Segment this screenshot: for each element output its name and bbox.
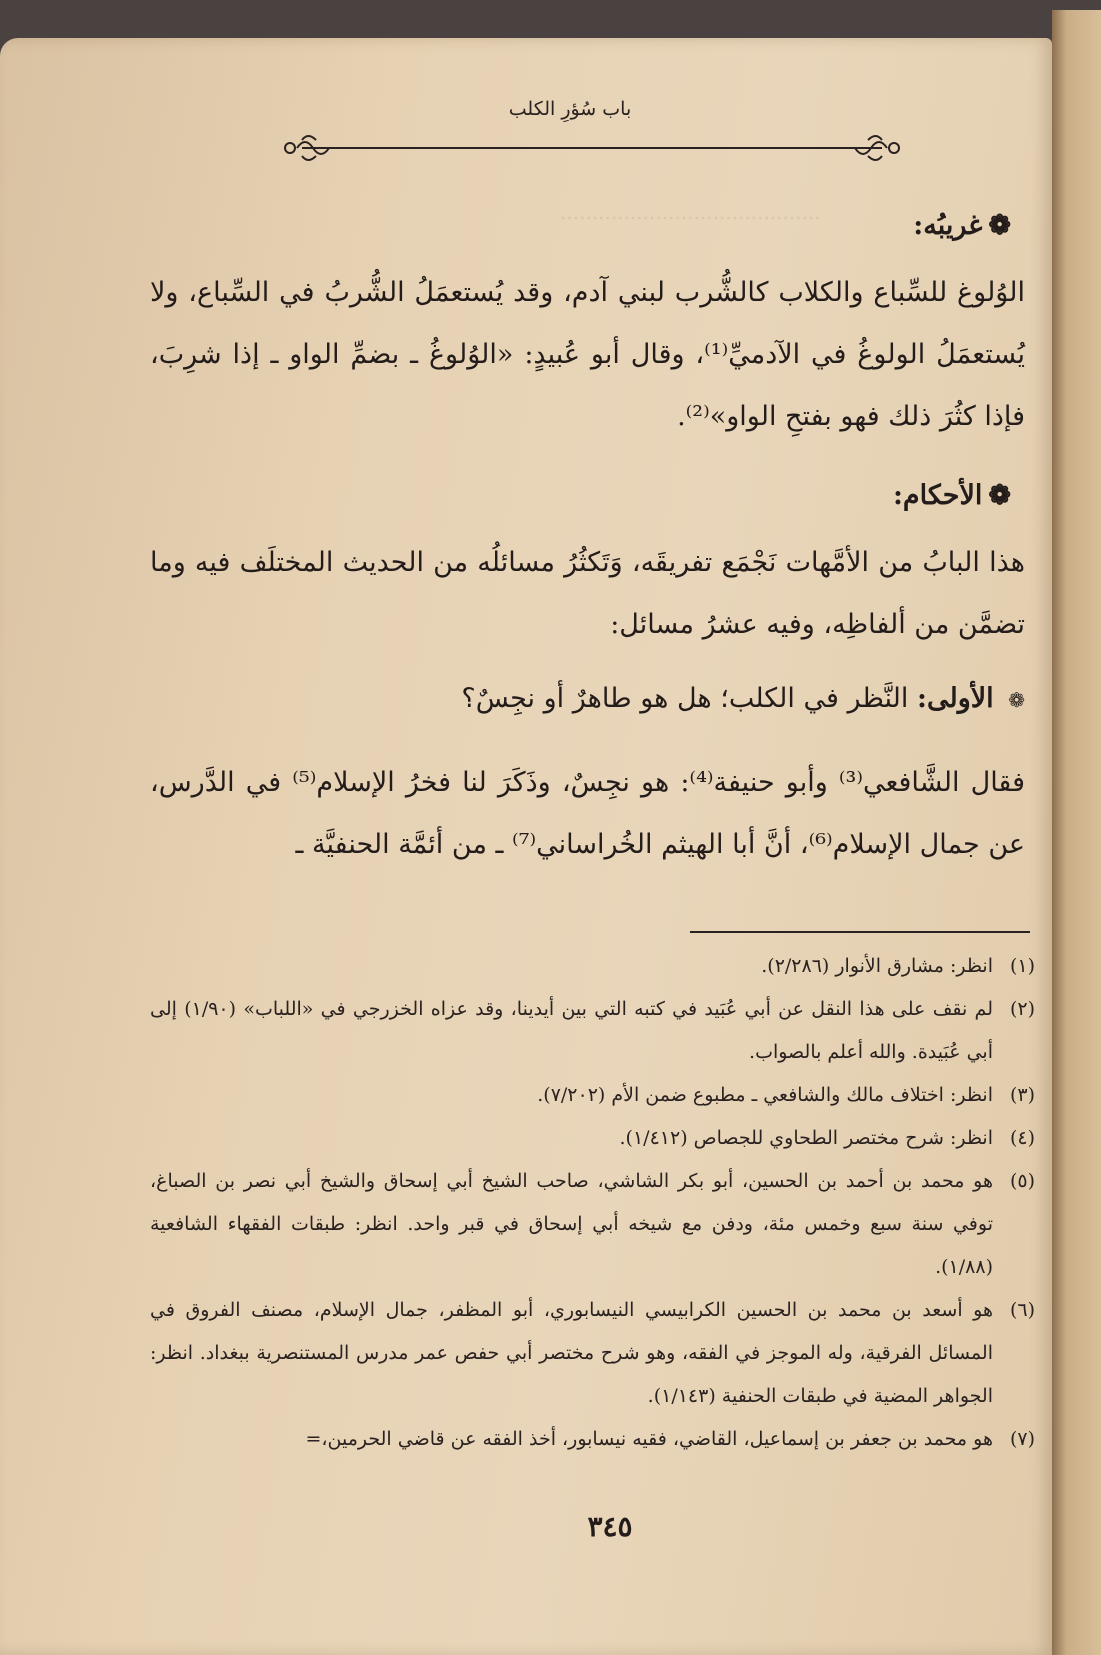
footnote-number: (٤) (1009, 1127, 1035, 1149)
footnotes-block (150, 945, 1035, 1461)
footnote-number: (٢) (1009, 998, 1035, 1020)
ahkam-heading: ❁الأحكام: (892, 480, 1011, 511)
footnote-number: (٣) (1009, 1084, 1035, 1106)
footnote-number: (٥) (1009, 1170, 1035, 1192)
footnote-separator (690, 931, 1030, 933)
ghareeb-heading: ❁غريبُه: (913, 210, 1011, 241)
footnote-text: هو محمد بن جعفر بن إسماعيل، القاضي، فقيه نيسابور، أخذ الفقه عن قاضي الحرمين،= (305, 1428, 993, 1450)
footnote-number: (١) (1009, 955, 1035, 977)
footnote-text: انظر: مشارق الأنوار (٢/٢٨٦). (761, 955, 993, 977)
footnote-number: (٧) (1009, 1428, 1035, 1450)
footnote-text: انظر: شرح مختصر الطحاوي للجصاص (١/٤١٢). (619, 1127, 993, 1149)
footnote-text: هو أسعد بن محمد بن الحسين الكرابيسي النيسابوري، أبو المظفر، جمال الإسلام، مصنف الفروق في المسائل الفرقية، وله الموجز في الفقه، وهو شرح مختصر أبي حفص عمر مدرس المستنصرية ببغداد. انظر: الجواهر المضية في طبقات الحنفية (١/١٤٣). (150, 1299, 993, 1407)
footnote (150, 1074, 1035, 1117)
page-number: ٣٤٥ (587, 1510, 633, 1543)
flower-icon: ❁ (1008, 688, 1025, 712)
first-issue-question: النَّظر في الكلب؛ هل هو طاهرٌ أو نجِسٌ؟ (461, 683, 909, 714)
footnote (150, 945, 1035, 988)
flower-icon: ❁ (988, 480, 1011, 511)
footnote-text: لم نقف على هذا النقل عن أبي عُبَيد في كتبه التي بين أيدينا، وقد عزاه الخزرجي في «اللباب» (١/٩٠) إلى أبي عُبَيدة. والله أعلم بالصواب. (150, 998, 993, 1063)
footnote (150, 1418, 1035, 1461)
footnote-text: انظر: اختلاف مالك والشافعي ـ مطبوع ضمن الأم (٧/٢٠٢). (537, 1084, 993, 1106)
first-issue-paragraph: فقال الشَّافعي⁽³⁾ وأبو حنيفة⁽⁴⁾: هو نجِسٌ، وذَكَرَ لنا فخرُ الإسلام⁽⁵⁾ في الدَّرس، عن جمال الإسلام⁽⁶⁾، أنَّ أبا الهيثم الخُراساني⁽⁷⁾ ـ من أئمَّة الحنفيَّة ـ (150, 767, 1025, 860)
ahkam-paragraph: هذا البابُ من الأمَّهات نَجْمَع تفريقَه، وَتَكثُرُ مسائلُه من الحديث المختلَف فيه وما تضمَّن من ألفاظِه، وفيه عشرُ مسائل: (150, 547, 1025, 640)
first-issue-label: الأولى: (917, 683, 994, 714)
footnote (150, 1160, 1035, 1289)
running-header-title: باب سُؤرِ الكلب (508, 98, 632, 120)
header-ornament (272, 128, 912, 168)
footnote (150, 1117, 1035, 1160)
ghareeb-paragraph: الوُلوغ للسِّباع والكلاب كالشُّرب لبني آدم، وقد يُستعمَلُ الشُّربُ في السِّباع، ولا يُستعمَلُ الولوغُ في الآدميِّ⁽¹⁾، وقال أبو عُبيدٍ: «الوُلوغُ ـ بضمِّ الواو ـ إذا شرِبَ، فإذا كثُرَ ذلك فهو بفتحِ الواو»⁽²⁾. (150, 277, 1025, 432)
flower-icon: ❁ (988, 210, 1011, 241)
footnote-number: (٦) (1009, 1299, 1035, 1321)
footnote (150, 988, 1035, 1074)
adjacent-page-edge (1052, 10, 1101, 1655)
first-issue-line (150, 668, 1025, 731)
footnote-text: هو محمد بن أحمد بن الحسين، أبو بكر الشاشي، صاحب الشيخ أبي إسحاق والشيخ أبي نصر بن الصباغ، توفي سنة سبع وخمس مئة، ودفن مع شيخه أبي إسحاق في قبر واحد. انظر: طبقات الفقهاء الشافعية (١/٨٨). (150, 1170, 993, 1278)
footnote (150, 1289, 1035, 1418)
bleed-through-text: ......................................... (560, 200, 821, 224)
